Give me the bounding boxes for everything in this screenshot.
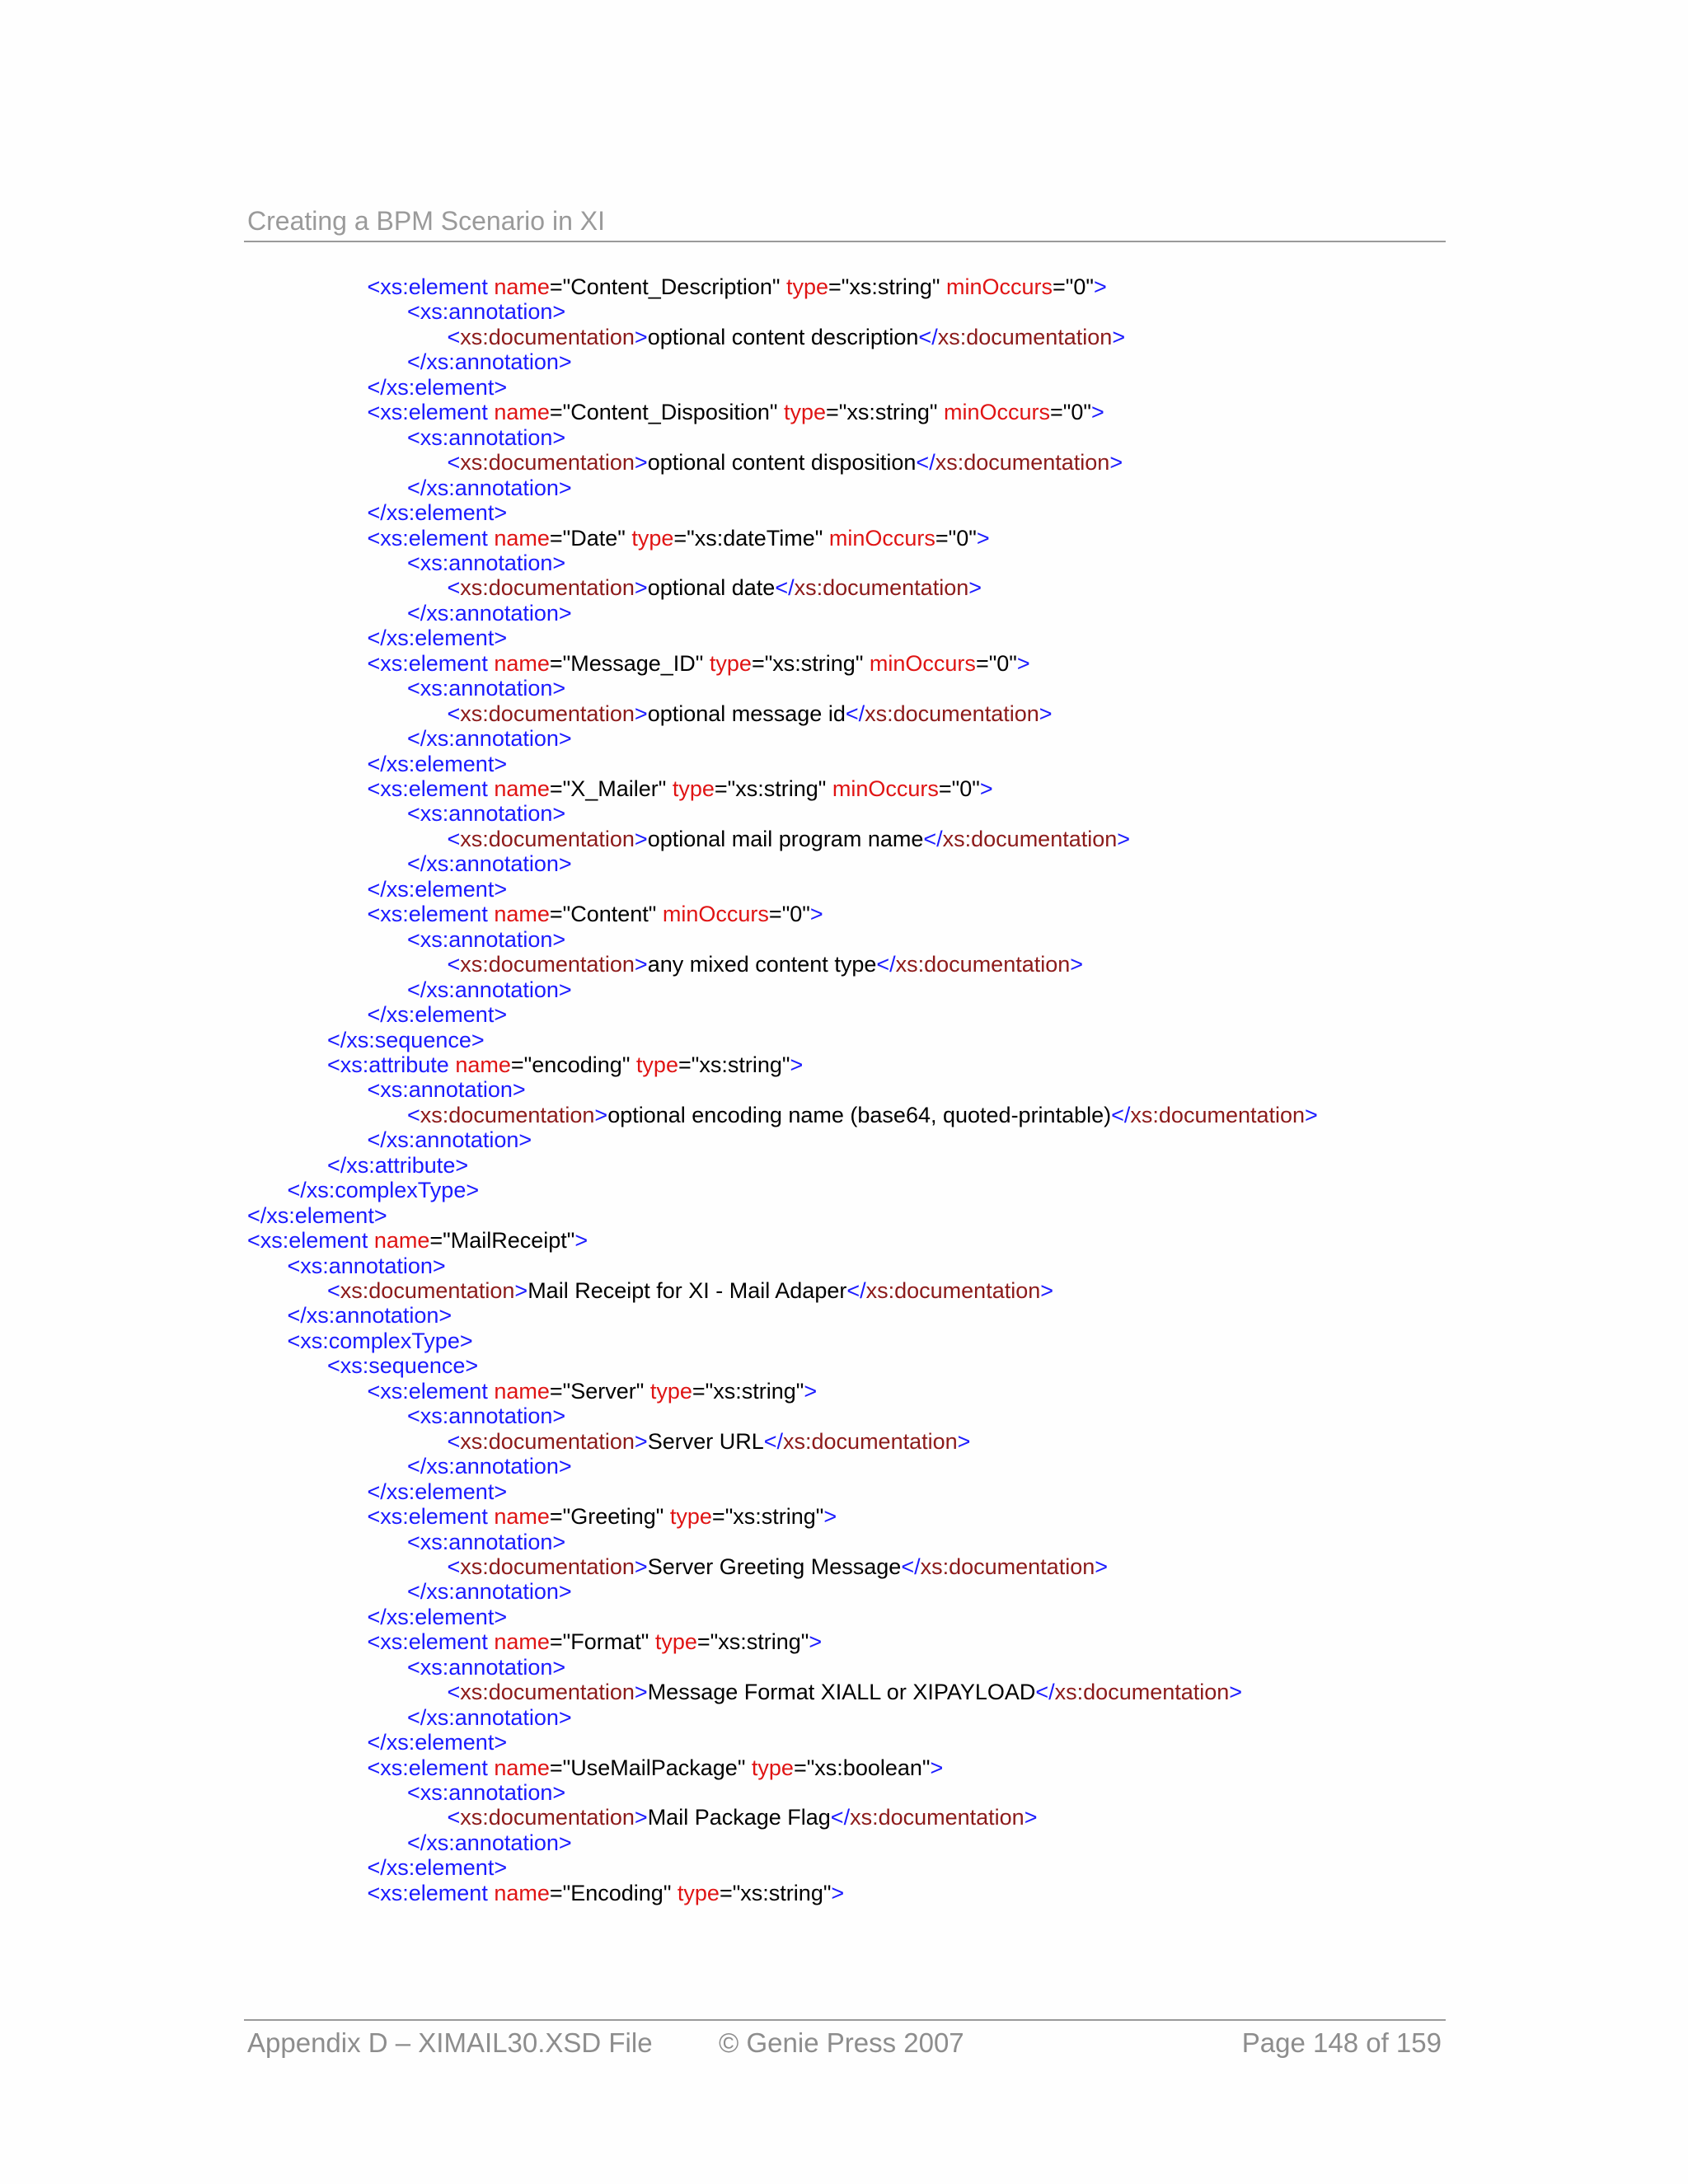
xml-tag: </ bbox=[845, 701, 865, 726]
code-line bbox=[327, 1028, 485, 1053]
xml-tag: </xs:element> bbox=[367, 626, 508, 651]
xml-tag: </ bbox=[916, 450, 935, 476]
code-line bbox=[407, 1830, 572, 1856]
xml-tag: > bbox=[957, 1428, 971, 1454]
xml-tag: > bbox=[1040, 1278, 1054, 1303]
xml-attribute-name: name bbox=[487, 1504, 550, 1530]
xml-tag: </ bbox=[775, 575, 795, 601]
xml-tag: <xs:element bbox=[367, 902, 488, 927]
footer-page-number: Page 148 of 159 bbox=[1241, 2027, 1442, 2058]
xml-attribute-name: minOccurs bbox=[656, 902, 769, 927]
code-line bbox=[407, 1780, 565, 1806]
xml-tag: <xs:attribute bbox=[327, 1052, 449, 1077]
xml-attribute-name: name bbox=[487, 274, 550, 299]
xml-doc-tag: xs:documentation bbox=[460, 826, 635, 851]
xml-doc-tag: xs:documentation bbox=[935, 450, 1110, 476]
xml-tag: </xs:annotation> bbox=[407, 977, 572, 1002]
xml-value: optional date bbox=[647, 575, 776, 601]
xml-tag: > bbox=[1305, 1102, 1318, 1127]
xml-tag: </xs:element> bbox=[367, 374, 508, 400]
xml-attribute-name: name bbox=[487, 776, 550, 801]
xml-tag: > bbox=[634, 450, 648, 476]
xml-doc-tag: xs:documentation bbox=[865, 1278, 1041, 1303]
xml-attribute-name: type bbox=[777, 400, 827, 425]
xml-attribute-name: minOccurs bbox=[863, 650, 976, 676]
xml-value: ="Date" bbox=[549, 525, 626, 551]
code-line bbox=[448, 952, 1084, 977]
xml-tag: < bbox=[447, 701, 461, 726]
xml-tag: < bbox=[447, 324, 461, 349]
xml-tag: </xs:annotation> bbox=[407, 1704, 572, 1730]
code-line bbox=[368, 1629, 823, 1655]
xml-doc-tag: xs:documentation bbox=[460, 701, 635, 726]
code-line bbox=[368, 752, 508, 777]
xml-value: Mail Receipt for XI - Mail Adaper bbox=[528, 1278, 847, 1303]
code-line bbox=[448, 827, 1131, 852]
xml-attribute-name: minOccurs bbox=[826, 776, 939, 801]
xml-value: ="0" bbox=[975, 650, 1017, 676]
xml-tag: > bbox=[634, 1428, 648, 1454]
code-line bbox=[368, 1479, 508, 1505]
xml-tag: > bbox=[594, 1102, 608, 1127]
xml-tag: > bbox=[1117, 826, 1131, 851]
xml-value: ="xs:string" bbox=[696, 1629, 809, 1655]
code-line bbox=[448, 575, 982, 601]
xml-doc-tag: xs:documentation bbox=[460, 1805, 635, 1830]
xml-value: ="0" bbox=[935, 525, 977, 551]
xml-tag: </xs:annotation> bbox=[367, 1127, 532, 1153]
xml-attribute-name: name bbox=[487, 1378, 550, 1404]
xml-tag: < bbox=[447, 450, 461, 476]
code-line bbox=[368, 626, 508, 651]
code-line bbox=[407, 977, 572, 1003]
code-line bbox=[407, 851, 572, 877]
code-line bbox=[368, 1127, 532, 1153]
xml-tag: <xs:element bbox=[367, 525, 488, 551]
header-divider bbox=[244, 241, 1446, 242]
xml-value: ="Greeting" bbox=[549, 1504, 664, 1530]
xml-tag: <xs:element bbox=[247, 1228, 368, 1254]
xml-tag: > bbox=[1070, 952, 1084, 977]
xml-tag: </ bbox=[1035, 1680, 1055, 1705]
xml-tag: </xs:element> bbox=[367, 1479, 508, 1504]
code-line bbox=[448, 325, 1126, 350]
xml-tag: </xs:element> bbox=[367, 751, 508, 776]
xml-value: ="Content_Disposition" bbox=[549, 400, 778, 425]
xml-tag: > bbox=[968, 575, 982, 601]
code-line bbox=[407, 349, 572, 375]
code-line bbox=[368, 877, 508, 902]
code-line bbox=[448, 1429, 971, 1455]
xml-tag: </xs:complexType> bbox=[287, 1178, 480, 1203]
xml-tag: <xs:element bbox=[367, 274, 488, 299]
code-line bbox=[368, 902, 823, 927]
code-line bbox=[407, 676, 565, 701]
code-line bbox=[368, 1002, 508, 1028]
xml-value: ="Message_ID" bbox=[549, 650, 704, 676]
xml-value: ="Content" bbox=[549, 902, 657, 927]
xml-tag: </xs:annotation> bbox=[407, 349, 572, 375]
xml-value: ="0" bbox=[938, 776, 980, 801]
code-line bbox=[407, 299, 565, 325]
xml-doc-tag: xs:documentation bbox=[460, 952, 635, 977]
code-line bbox=[407, 601, 572, 626]
xml-value: optional content description bbox=[647, 324, 919, 349]
xml-doc-tag: xs:documentation bbox=[460, 1428, 635, 1454]
xml-attribute-name: type bbox=[630, 1052, 678, 1077]
xml-tag: > bbox=[1095, 1554, 1109, 1579]
xml-tag: <xs:element bbox=[367, 650, 488, 676]
xml-tag: </xs:annotation> bbox=[407, 726, 572, 752]
xml-tag: > bbox=[976, 525, 990, 551]
page-header-title: Creating a BPM Scenario in XI bbox=[247, 206, 605, 236]
xml-tag: < bbox=[447, 575, 461, 601]
xml-tag: > bbox=[1093, 274, 1107, 299]
xml-tag: </xs:element> bbox=[367, 1604, 508, 1629]
xml-tag: > bbox=[574, 1228, 588, 1254]
xml-value: Mail Package Flag bbox=[647, 1805, 831, 1830]
xml-doc-tag: xs:documentation bbox=[460, 1680, 635, 1705]
code-line bbox=[288, 1303, 452, 1329]
xml-tag: > bbox=[790, 1052, 804, 1077]
xml-value: ="Content_Description" bbox=[549, 274, 781, 299]
xml-doc-tag: xs:documentation bbox=[1130, 1102, 1306, 1127]
xml-tag: </xs:attribute> bbox=[327, 1152, 469, 1178]
code-line bbox=[327, 1353, 478, 1379]
xml-value: ="xs:string" bbox=[692, 1378, 804, 1404]
xml-tag: <xs:element bbox=[367, 1629, 488, 1655]
xml-tag: > bbox=[930, 1755, 944, 1780]
xml-tag: <xs:element bbox=[367, 1880, 488, 1905]
xml-tag: > bbox=[634, 324, 648, 349]
xml-tag: > bbox=[1229, 1680, 1243, 1705]
code-line bbox=[327, 1278, 1053, 1304]
xml-tag: < bbox=[447, 826, 461, 851]
xml-value: ="xs:string" bbox=[678, 1052, 790, 1077]
xml-value: ="Format" bbox=[549, 1629, 649, 1655]
xml-tag: </xs:annotation> bbox=[287, 1303, 452, 1329]
xml-doc-tag: xs:documentation bbox=[895, 952, 1071, 977]
xml-tag: < bbox=[447, 1680, 461, 1705]
xml-tag: > bbox=[1090, 400, 1104, 425]
xml-tag: <xs:annotation> bbox=[407, 299, 566, 325]
code-line bbox=[368, 526, 990, 551]
xml-tag: > bbox=[514, 1278, 528, 1303]
xml-tag: </ bbox=[876, 952, 896, 977]
xml-attribute-name: type bbox=[671, 1880, 720, 1905]
code-line bbox=[407, 551, 565, 576]
xml-value: ="xs:string" bbox=[826, 400, 938, 425]
xml-tag: > bbox=[809, 1629, 823, 1655]
footer-copyright: © Genie Press 2007 bbox=[719, 2027, 964, 2058]
xml-value: optional mail program name bbox=[647, 826, 924, 851]
xml-value: ="0" bbox=[768, 902, 810, 927]
code-line bbox=[368, 400, 1104, 425]
code-line bbox=[368, 500, 508, 526]
code-line bbox=[368, 1605, 508, 1630]
code-line bbox=[407, 425, 565, 451]
code-line bbox=[448, 1554, 1109, 1580]
xml-tag: </xs:element> bbox=[247, 1202, 387, 1228]
xml-attribute-name: type bbox=[663, 1504, 712, 1530]
xml-tag: </ bbox=[923, 826, 943, 851]
xml-tag: > bbox=[831, 1880, 845, 1905]
code-line bbox=[247, 1228, 588, 1254]
xml-tag: > bbox=[1024, 1805, 1038, 1830]
xml-tag: <xs:element bbox=[367, 1378, 488, 1404]
xml-value: Message Format XIALL or XIPAYLOAD bbox=[647, 1680, 1036, 1705]
xml-attribute-name: name bbox=[487, 1880, 550, 1905]
xml-tag: </xs:annotation> bbox=[407, 475, 572, 500]
code-line bbox=[288, 1178, 480, 1203]
xml-tag: <xs:element bbox=[367, 400, 488, 425]
xml-attribute-name: type bbox=[644, 1378, 692, 1404]
xml-tag: < bbox=[407, 1102, 420, 1127]
xml-value: optional message id bbox=[647, 701, 846, 726]
xml-doc-tag: xs:documentation bbox=[1054, 1680, 1230, 1705]
xml-attribute-name: minOccurs bbox=[823, 525, 935, 551]
xml-value: ="xs:string" bbox=[751, 650, 864, 676]
xml-attribute-name: name bbox=[487, 400, 550, 425]
xml-tag: </xs:annotation> bbox=[407, 851, 572, 877]
xml-tag: <xs:sequence> bbox=[327, 1353, 479, 1379]
xml-doc-tag: xs:documentation bbox=[460, 575, 635, 601]
code-line bbox=[407, 801, 565, 827]
xml-tag: > bbox=[634, 701, 648, 726]
xml-value: ="0" bbox=[1050, 400, 1091, 425]
code-line bbox=[368, 1077, 526, 1103]
xml-value: ="Encoding" bbox=[549, 1880, 672, 1905]
xml-value: ="Server" bbox=[549, 1378, 645, 1404]
xml-tag: > bbox=[1112, 324, 1126, 349]
xml-attribute-name: minOccurs bbox=[937, 400, 1051, 425]
code-line bbox=[368, 274, 1107, 300]
xml-attribute-name: name bbox=[448, 1052, 511, 1077]
xml-doc-tag: xs:documentation bbox=[865, 701, 1039, 726]
xml-value: ="UseMailPackage" bbox=[549, 1755, 746, 1780]
xml-doc-tag: xs:documentation bbox=[850, 1805, 1025, 1830]
xml-tag: < bbox=[327, 1278, 340, 1303]
xml-doc-tag: xs:documentation bbox=[942, 826, 1118, 851]
xml-tag: </xs:element> bbox=[367, 1002, 508, 1028]
xml-value: ="encoding" bbox=[510, 1052, 631, 1077]
xml-attribute-name: minOccurs bbox=[940, 274, 1053, 299]
xml-tag: </xs:element> bbox=[367, 1855, 508, 1881]
xml-tag: </xs:element> bbox=[367, 500, 508, 526]
code-line bbox=[288, 1329, 473, 1354]
xml-tag: < bbox=[447, 1554, 461, 1579]
xml-doc-tag: xs:documentation bbox=[937, 324, 1113, 349]
xml-tag: </xs:element> bbox=[367, 876, 508, 902]
xml-tag: <xs:annotation> bbox=[407, 424, 566, 450]
code-line bbox=[368, 1755, 944, 1781]
xml-tag: <xs:annotation> bbox=[407, 676, 566, 701]
code-line bbox=[368, 375, 508, 401]
xml-doc-tag: xs:documentation bbox=[920, 1554, 1095, 1579]
xml-tag: <xs:element bbox=[367, 1504, 488, 1530]
xml-tag: <xs:annotation> bbox=[367, 1077, 526, 1103]
xml-tag: > bbox=[634, 952, 648, 977]
xml-attribute-name: type bbox=[703, 650, 752, 676]
xml-attribute-name: type bbox=[745, 1755, 794, 1780]
xml-tag: > bbox=[979, 776, 993, 801]
code-line bbox=[368, 1855, 508, 1881]
xml-value: Server URL bbox=[647, 1428, 764, 1454]
code-line bbox=[407, 476, 572, 501]
xml-tag: > bbox=[1016, 650, 1030, 676]
xml-tag: > bbox=[1109, 450, 1123, 476]
xml-attribute-name: name bbox=[487, 1755, 550, 1780]
xml-tag: <xs:annotation> bbox=[407, 801, 566, 827]
code-line bbox=[368, 776, 993, 802]
code-line bbox=[368, 651, 1030, 677]
code-line bbox=[407, 927, 565, 953]
xml-attribute-name: name bbox=[368, 1228, 430, 1254]
xml-tag: </ bbox=[1111, 1102, 1131, 1127]
footer-chapter: Appendix D – XIMAIL30.XSD File bbox=[247, 2027, 653, 2058]
code-line bbox=[407, 1579, 572, 1605]
xml-attribute-name: name bbox=[487, 650, 550, 676]
xml-value: ="xs:boolean" bbox=[793, 1755, 931, 1780]
xml-value: ="xs:string" bbox=[711, 1504, 824, 1530]
code-line bbox=[407, 726, 572, 752]
xml-attribute-name: type bbox=[780, 274, 828, 299]
xml-doc-tag: xs:documentation bbox=[460, 324, 635, 349]
xml-attribute-name: type bbox=[649, 1629, 697, 1655]
xml-value: ="xs:string" bbox=[828, 274, 940, 299]
xml-tag: < bbox=[447, 1428, 461, 1454]
xml-tag: <xs:annotation> bbox=[407, 550, 566, 575]
code-line bbox=[327, 1153, 468, 1179]
xml-tag: </ bbox=[901, 1554, 921, 1579]
xml-tag: <xs:annotation> bbox=[287, 1253, 446, 1278]
xml-tag: <xs:complexType> bbox=[287, 1328, 473, 1353]
xml-attribute-name: type bbox=[625, 525, 674, 551]
xml-tag: > bbox=[634, 826, 648, 851]
xml-tag: > bbox=[634, 1554, 648, 1579]
xml-doc-tag: xs:documentation bbox=[460, 450, 635, 476]
xml-tag: </ bbox=[846, 1278, 866, 1303]
xml-tag: > bbox=[634, 1680, 648, 1705]
xml-value: ="0" bbox=[1053, 274, 1094, 299]
code-line bbox=[247, 1203, 387, 1229]
xml-tag: </xs:annotation> bbox=[407, 1579, 572, 1605]
xml-value: ="MailReceipt" bbox=[429, 1228, 575, 1254]
xml-value: ="X_Mailer" bbox=[549, 776, 667, 801]
code-line bbox=[368, 1379, 818, 1404]
code-line bbox=[407, 1103, 1318, 1128]
xml-value: optional content disposition bbox=[647, 450, 917, 476]
code-line bbox=[288, 1254, 446, 1279]
code-line bbox=[368, 1504, 837, 1530]
xml-tag: </ bbox=[763, 1428, 784, 1454]
xml-tag: < bbox=[447, 1805, 461, 1830]
xml-attribute-name: name bbox=[487, 902, 550, 927]
xml-tag: </xs:annotation> bbox=[407, 1830, 572, 1855]
xml-tag: > bbox=[634, 1805, 648, 1830]
code-line bbox=[368, 1730, 508, 1755]
xml-value: optional encoding name (base64, quoted-printable) bbox=[607, 1102, 1112, 1127]
xml-attribute-name: name bbox=[487, 1629, 550, 1655]
xml-tag: > bbox=[634, 575, 648, 601]
xml-tag: > bbox=[804, 1378, 818, 1404]
xml-value: ="xs:string" bbox=[714, 776, 827, 801]
xml-tag: </xs:annotation> bbox=[407, 1454, 572, 1479]
code-line bbox=[368, 1881, 845, 1906]
code-line bbox=[407, 1454, 572, 1479]
xml-doc-tag: xs:documentation bbox=[794, 575, 969, 601]
xml-doc-tag: xs:documentation bbox=[460, 1554, 635, 1579]
xml-tag: > bbox=[823, 1504, 837, 1530]
xml-tag: <xs:annotation> bbox=[407, 1780, 566, 1805]
xml-tag: </ bbox=[830, 1805, 851, 1830]
code-line bbox=[448, 450, 1123, 476]
code-line bbox=[407, 1655, 565, 1680]
xml-tag: </xs:annotation> bbox=[407, 600, 572, 626]
code-line bbox=[407, 1404, 565, 1429]
xml-tag: <xs:annotation> bbox=[407, 1404, 566, 1429]
code-line bbox=[448, 701, 1053, 727]
xml-tag: <xs:element bbox=[367, 776, 488, 801]
xml-tag: <xs:annotation> bbox=[407, 1529, 566, 1554]
xml-value: ="xs:string" bbox=[719, 1880, 832, 1905]
xml-doc-tag: xs:documentation bbox=[420, 1102, 595, 1127]
footer-divider bbox=[244, 2019, 1446, 2021]
xml-value: Server Greeting Message bbox=[647, 1554, 902, 1579]
code-line bbox=[407, 1705, 572, 1731]
xml-tag: > bbox=[1039, 701, 1053, 726]
xml-tag: < bbox=[447, 952, 461, 977]
code-line bbox=[407, 1530, 565, 1555]
xml-tag: <xs:element bbox=[367, 1755, 488, 1780]
xml-attribute-name: name bbox=[487, 525, 550, 551]
code-line bbox=[448, 1680, 1243, 1705]
xml-tag: <xs:annotation> bbox=[407, 926, 566, 952]
xml-tag: </xs:element> bbox=[367, 1730, 508, 1755]
xml-tag: </xs:sequence> bbox=[327, 1027, 485, 1052]
xml-doc-tag: xs:documentation bbox=[340, 1278, 515, 1303]
xml-tag: <xs:annotation> bbox=[407, 1654, 566, 1680]
xml-doc-tag: xs:documentation bbox=[783, 1428, 958, 1454]
xml-tag: > bbox=[809, 902, 823, 927]
code-line bbox=[448, 1805, 1038, 1830]
xml-value: ="xs:dateTime" bbox=[673, 525, 823, 551]
xml-tag: </ bbox=[918, 324, 938, 349]
xml-attribute-name: type bbox=[666, 776, 715, 801]
xml-value: any mixed content type bbox=[647, 952, 877, 977]
code-line bbox=[327, 1052, 803, 1078]
